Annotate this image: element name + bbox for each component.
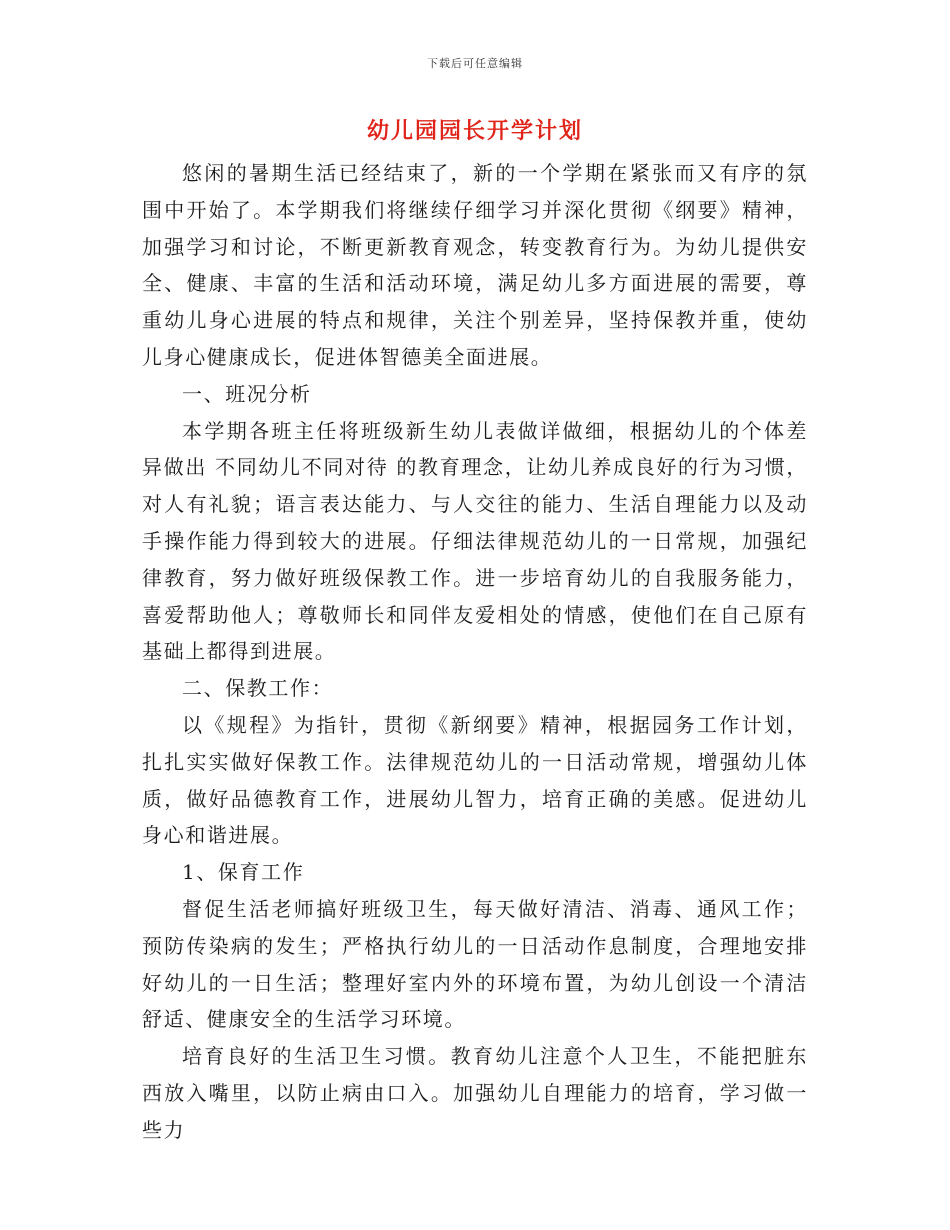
section-heading-care-education: 二、保教工作： — [182, 676, 334, 701]
section-heading-class-analysis: 一、班况分析 — [182, 381, 312, 406]
paragraph-class-analysis: 本学期各班主任将班级新生幼儿表做详做细，根据幼儿的个体差异做出 不同幼儿不同对待 的教育理念，让幼儿养成良好的行为习惯，对人有礼貌；语言表达能力、与人交往的能力、生活自理能力以及动手操作能力得到较大的进展。仔细法律规范幼儿的一日常规，加强纪律教育，努力做好班级保教工作。进一步培育幼儿的自我服务能力，喜爱帮助他人；尊敬师长和同伴友爱相处的情感，使他们在自己原有基础上都得到进展。 — [142, 418, 808, 664]
document-body — [142, 155, 808, 1149]
paragraph-intro: 悠闲的暑期生活已经结束了，新的一个学期在紧张而又有序的氛围中开始了。本学期我们将继续仔细学习并深化贯彻《纲要》精神，加强学习和讨论，不断更新教育观念，转变教育行为。为幼儿提供安全、健康、丰富的生活和活动环境，满足幼儿多方面进展的需要，尊重幼儿身心进展的特点和规律，关注个别差异，坚持保教并重，使幼儿身心健康成长，促进体智德美全面进展。 — [142, 161, 808, 369]
paragraph-hygiene-habits: 培育良好的生活卫生习惯。教育幼儿注意个人卫生，不能把脏东西放入嘴里，以防止病由口入。加强幼儿自理能力的培育，学习做一些力 — [142, 1044, 808, 1142]
subsection-heading-nursing: 1、保育工作 — [182, 860, 305, 885]
document-title: 幼儿园园长开学计划 — [366, 118, 583, 144]
paragraph-care-education: 以《规程》为指针，贯彻《新纲要》精神，根据园务工作计划，扎扎实实做好保教工作。法律规范幼儿的一日活动常规，增强幼儿体质，做好品德教育工作，进展幼儿智力，培育正确的美感。促进幼儿身心和谐进展。 — [142, 712, 808, 848]
header-note: 下载后可任意编辑 — [427, 57, 523, 70]
paragraph-nursing: 督促生活老师搞好班级卫生，每天做好清洁、消毒、通风工作；预防传染病的发生；严格执行幼儿的一日活动作息制度，合理地安排好幼儿的一日生活；整理好室内外的环境布置，为幼儿创设一个清洁舒适、健康安全的生活学习环境。 — [142, 896, 808, 1032]
